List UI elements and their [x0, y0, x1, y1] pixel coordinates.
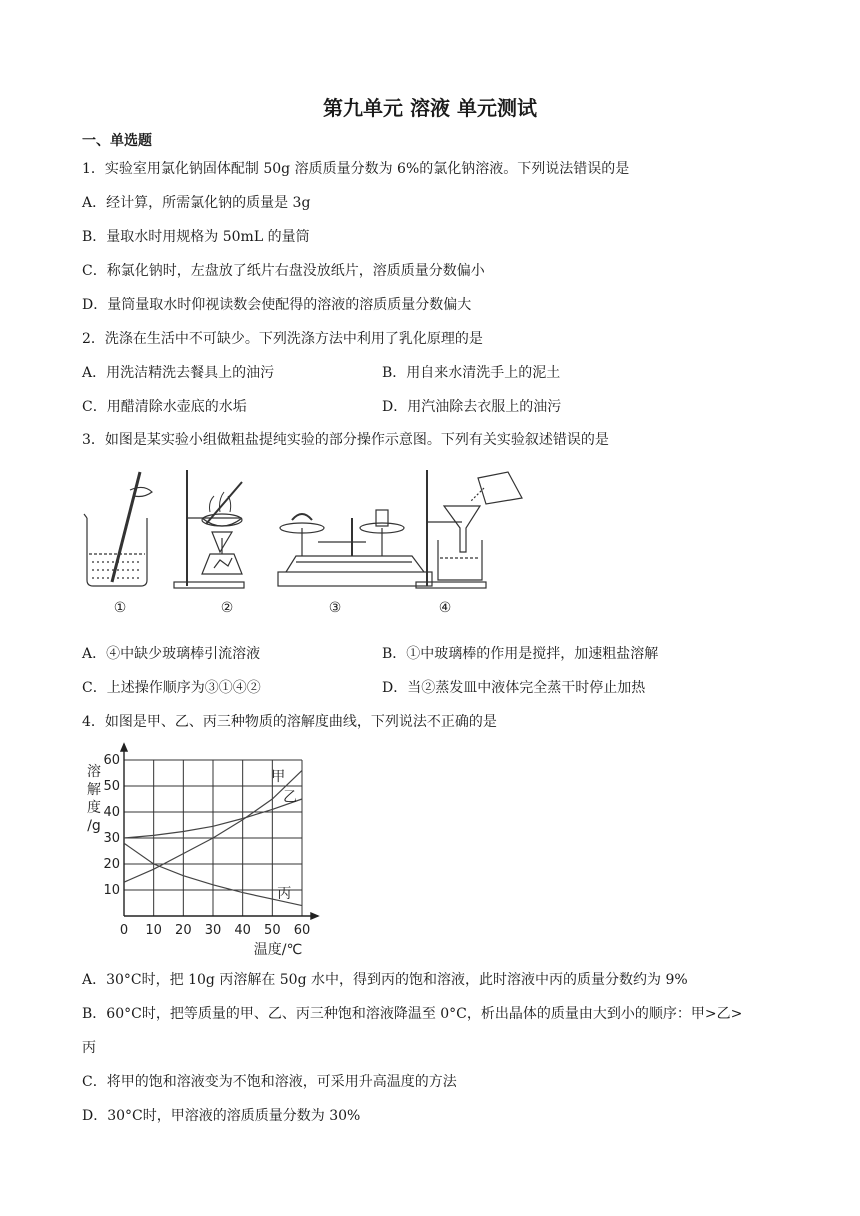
x-tick-label: 0	[119, 923, 129, 938]
x-tick-label: 30	[204, 923, 222, 938]
y-axis-label-part: 溶	[87, 764, 101, 780]
q3-option-d: D．当②蒸发皿中液体完全蒸干时停止加热	[382, 680, 646, 696]
q3-option-c: C．上述操作顺序为③①④②	[82, 680, 261, 696]
q2-option-b: B．用自来水清洗手上的泥土	[382, 365, 561, 381]
q4-option-b-line1: B．60°C时，把等质量的甲、乙、丙三种饱和溶液降温至 0°C，析出晶体的质量由大到小的顺序：甲>乙>	[82, 1006, 743, 1022]
y-axis-arrow	[121, 744, 127, 751]
y-tick-label: 60	[103, 753, 120, 768]
q4-option-c: C．将甲的饱和溶液变为不饱和溶液，可采用升高温度的方法	[82, 1074, 457, 1090]
x-tick-label: 40	[234, 923, 251, 938]
q1-option-c: C．称氯化钠时，左盘放了纸片右盘没放纸片，溶质质量分数偏小	[82, 263, 485, 279]
series-label-0: 甲	[271, 768, 286, 785]
series-label-2: 丙	[277, 885, 292, 902]
q2-stem: 2．洗涤在生活中不可缺少。下列洗涤方法中利用了乳化原理的是	[82, 331, 483, 347]
figure-label-3: ③	[328, 600, 342, 616]
q1-option-a: A．经计算，所需氯化钠的质量是 3g	[82, 195, 311, 211]
figure-label-2: ②	[220, 600, 234, 616]
y-tick-label: 40	[103, 805, 120, 820]
q2-option-a: A．用洗洁精洗去餐具上的油污	[82, 365, 275, 381]
q1-option-d: D．量筒量取水时仰视读数会使配得的溶液的溶质质量分数偏大	[82, 297, 472, 313]
filtration-illustration	[416, 470, 522, 588]
series-label-1: 乙	[283, 789, 298, 806]
q2-option-d: D．用汽油除去衣服上的油污	[382, 399, 562, 415]
q2-option-c: C．用醋清除水壶底的水垢	[82, 399, 247, 415]
y-axis-label-part: 度	[87, 800, 101, 816]
q4-option-a: A．30°C时，把 10g 丙溶解在 50g 水中，得到丙的饱和溶液，此时溶液中丙的质量分数约为 9%	[82, 972, 688, 988]
beaker-stirring-illustration	[84, 472, 152, 586]
y-axis-label-part: 解	[87, 782, 101, 798]
y-tick-label: 20	[103, 857, 120, 872]
q1-option-b: B．量取水时用规格为 50mL 的量筒	[82, 229, 310, 245]
y-tick-label: 30	[103, 831, 120, 846]
figure-label-1: ①	[113, 600, 127, 616]
q1-stem: 1．实验室用氯化钠固体配制 50g 溶质质量分数为 6%的氯化钠溶液。下列说法错误的是	[82, 161, 630, 177]
y-axis-label-part: /g	[87, 818, 101, 834]
experiment-figure	[82, 462, 542, 620]
figure-label-4: ④	[438, 600, 452, 616]
q4-option-d: D．30°C时，甲溶液的溶质质量分数为 30%	[82, 1108, 361, 1124]
evaporation-illustration	[174, 470, 244, 588]
page-title: 第九单元 溶液 单元测试	[323, 96, 537, 120]
solubility-chart	[82, 738, 342, 964]
q4-stem: 4．如图是甲、乙、丙三种物质的溶解度曲线，下列说法不正确的是	[82, 714, 497, 730]
y-tick-label: 50	[103, 779, 120, 794]
x-axis-label: 温度/℃	[253, 942, 303, 958]
q4-option-b-line2: 丙	[82, 1040, 96, 1056]
q3-option-a: A．④中缺少玻璃棒引流溶液	[82, 646, 261, 662]
q3-stem: 3．如图是某实验小组做粗盐提纯实验的部分操作示意图。下列有关实验叙述错误的是	[82, 432, 609, 448]
x-tick-label: 10	[145, 923, 162, 938]
y-tick-label: 10	[103, 883, 120, 898]
x-tick-label: 50	[264, 923, 281, 938]
x-tick-label: 20	[175, 923, 192, 938]
section-heading: 一、单选题	[82, 133, 152, 149]
x-axis-arrow	[311, 913, 318, 919]
q3-option-b: B．①中玻璃棒的作用是搅拌，加速粗盐溶解	[382, 646, 659, 662]
balance-illustration	[278, 510, 432, 586]
x-tick-label: 60	[293, 923, 311, 938]
